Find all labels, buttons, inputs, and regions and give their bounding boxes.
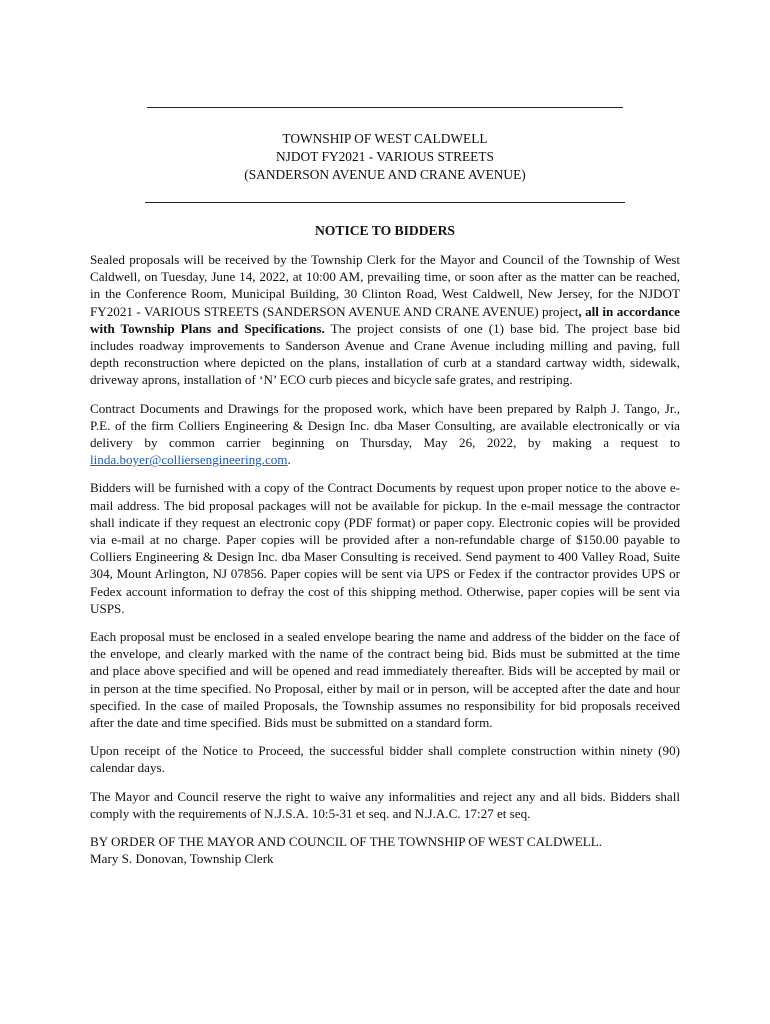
signature-order-line: BY ORDER OF THE MAYOR AND COUNCIL OF THE TOWNSHIP OF WEST CALDWELL. bbox=[90, 834, 603, 850]
paragraph-waive-informalities: The Mayor and Council reserve the right to waive any informalities and reject any and all bids. Bidders shall comply with the requirements of N.J.S.A. 10:5-31 et seq. and N.J.A.C. 17:27 et seq. bbox=[90, 788, 680, 821]
bottom-divider bbox=[145, 202, 625, 203]
notice-title: NOTICE TO BIDDERS bbox=[314, 223, 455, 238]
paragraph2-text-a: Contract Documents and Drawings for the proposed work, which have been prepared by Ralph J. Tango, Jr., P.E. of the firm Colliers Engineering & Design Inc. dba Maser Consulting, are available electronically or via delivery by common carrier beginning on Thursday, May 26, 2022, by making a request to bbox=[90, 400, 680, 451]
header-streets: (SANDERSON AVENUE AND CRANE AVENUE) bbox=[244, 167, 526, 182]
email-link[interactable]: linda.boyer@colliersengineering.com bbox=[90, 452, 288, 468]
notice-document bbox=[90, 92, 680, 868]
header-township: TOWNSHIP OF WEST CALDWELL bbox=[282, 131, 488, 146]
paragraph-sealed-proposals bbox=[90, 251, 680, 389]
header-project: NJDOT FY2021 - VARIOUS STREETS bbox=[275, 149, 494, 164]
signature-block bbox=[90, 833, 680, 867]
paragraph2-text-b: . bbox=[287, 452, 291, 468]
top-divider bbox=[147, 107, 623, 108]
paragraph-bidder-copies: Bidders will be furnished with a copy of the Contract Documents by request upon proper notice to the above e-mail address. The bid proposal packages will not be available for pickup. In the e-mail message the contractor shall indicate if they request an electronic copy (PDF format) or paper copy. Electronic copies will be provided via e-mail at no charge. Paper copies will be provided after a non-refundable charge of $150.00 payable to Colliers Engineering & Design Inc. dba Maser Consulting is received. Send payment to 400 Valley Road, Suite 304, Mount Arlington, NJ 07856. Paper copies will be sent via UPS or Fedex if the contractor provides UPS or Fedex account information to defray the cost of this shipping method. Otherwise, paper copies will be sent via USPS. bbox=[90, 480, 680, 616]
paragraph-sealed-envelope: Each proposal must be enclosed in a sealed envelope bearing the name and address of the bidder on the face of the envelope, and clearly marked with the name of the contract being bid. Bids must be submitted at the time and place above specified and will be opened and read immediately thereafter. Bids will be accepted by mail or in person at the time specified. No Proposal, either by mail or in person, will be accepted after the date and hour specified. In the case of mailed Proposals, the Township assumes no responsibility for bid proposals received after the date and time specified. Bids must be submitted on a standard form. bbox=[90, 629, 680, 731]
signature-clerk-name: Mary S. Donovan, Township Clerk bbox=[90, 851, 274, 867]
header-block bbox=[90, 130, 680, 184]
paragraph1-text-b: The project consists of one (1) base bid. The project base bid includes roadway improvements to Sanderson Avenue and Crane Avenue including milling and paving, full depth reconstruction where depicted on the plans, installation of curb at a standard cartway width, sidewalk, driveway aprons, installation of ‘N’ ECO curb pieces and bicycle safe grates, and restriping. bbox=[90, 320, 680, 388]
paragraph-notice-to-proceed: Upon receipt of the Notice to Proceed, the successful bidder shall complete construction within ninety (90) calendar days. bbox=[90, 743, 680, 776]
paragraph1-text-a: Sealed proposals will be received by the Township Clerk for the Mayor and Council of the Township of West Caldwell, on Tuesday, June 14, 2022, at 10:00 AM, prevailing time, or soon after as the matter can be reached, in the Conference Room, Municipal Building, 30 Clinton Road, West Caldwell, New Jersey, for the NJDOT FY2021 - VARIOUS STREETS (SANDERSON AVENUE AND CRANE AVENUE) project bbox=[90, 252, 680, 319]
paragraph1-bold: , all in accordance with Township Plans and Specifications. bbox=[90, 303, 680, 336]
paragraph-contract-documents bbox=[90, 400, 680, 469]
